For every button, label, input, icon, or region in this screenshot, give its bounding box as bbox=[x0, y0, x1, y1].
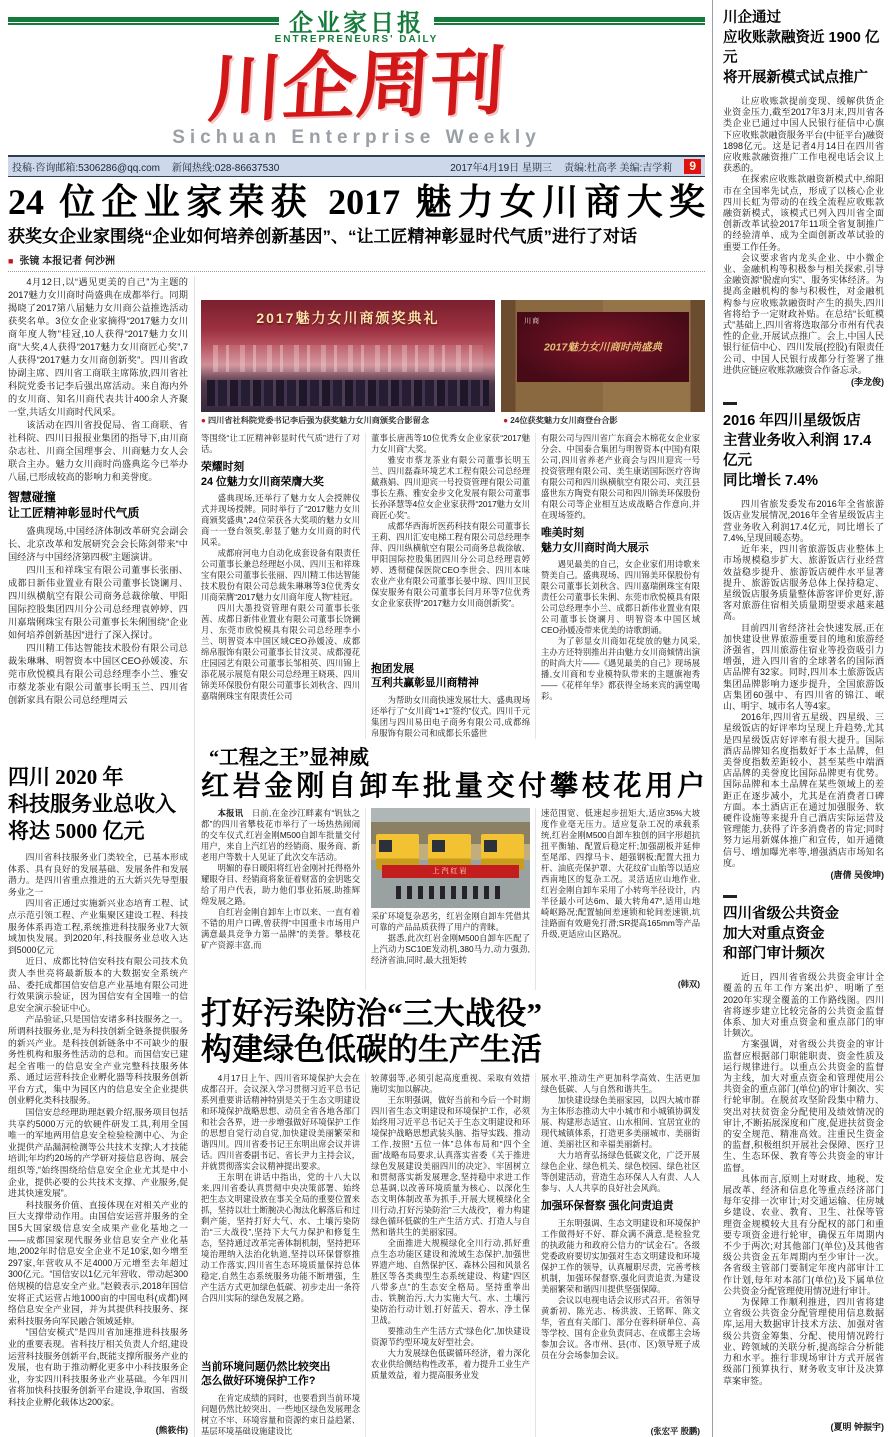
sidebar-article-audit bbox=[723, 901, 884, 1433]
weekly-logo: 川企周刊 bbox=[205, 42, 508, 132]
paragraph: 国信安总经理助理赵毅介绍,服务项目包括共享约5000万元的软硬件研发工具,利用全国唯一的军地两用信息安全检验检测中心、为企业提供产品漏洞检测等公共技术支撑;人才技能培训;年均约20场的产学研对接信息咨询、展会组织等,“始终围绕给信息安全企业尤其是中小企业，提供必要的公共技术支撑、产业服务,促进其快速发展”。 bbox=[8, 1107, 188, 1199]
news-hotline: 新闻热线:028-86637530 bbox=[171, 163, 280, 174]
paragraph: 近年来，四川省旅游饭店业整体上市场规模稳步扩大、旅游饭店行业经营效益稳步提升、旅游饭店硬件水平显著提升、旅游饭店服务总体上保持稳定、星级饭店服务质量整体游客评价更好,游客对旅游住宿相关质量期望要求越来越高。 bbox=[723, 544, 884, 622]
paragraph: 加快建设绿色美丽家园，以四大城市群为主体形态推动大中小城市和小城镇协调发展、构建形态适宜、山水相间、宜居宜业的现代城镇体系，打造更多美丽城市、美丽街道、美丽社区和幸福美丽新村。 bbox=[541, 1095, 700, 1149]
tech-services-body bbox=[8, 852, 188, 1437]
byline-text: 张镜 本报记者 何沙洲 bbox=[19, 256, 115, 267]
paragraph: 为保障工作顺利推进，四川省将建立省级公共资金分配管理使用信息数据库,运用大数据审计技术方法、加强对省级公共资金筹集、分配、使用情况跨行业、跨领域的关联分析,提高综合分析能力和水平。推行非现场审计方式开展省级部门预算执行、财务收支审计及决算草案审签。 bbox=[723, 1297, 884, 1386]
page-number-badge: 9 bbox=[684, 159, 701, 174]
paper-name-english: ENTREPRENEURS' DAILY bbox=[274, 34, 439, 45]
paragraph: 董事长唐茜等10位优秀女企业家获“2017魅力女川商”大奖。 bbox=[371, 433, 530, 454]
paragraph: 会议要求省内龙头企业、中小微企业、金融机构等积极参与相关探索,引导金融资源“脱虚向实”、服务实体经济。为提高金融机构的参与积极性，对金融机构参与应收账款融资时产生的损失,四川省将给予一定财政补贴。在总结“长虹模式”基础上,四川省将选取部分市州有代表性的企业,开展试点推广。会上,中国人民银行征信中心、四川发展(控股)有限责任公司、中国人民银行成都分行签署了推进供应链应收账款融资合作备忘录。 bbox=[723, 252, 884, 375]
column-text bbox=[541, 1218, 700, 1425]
paragraph: 四川大墨投资管理有限公司董事长张茜、成都日新伟业置业有限公司董事长饶谰月、东莞市欣悦模具有限公司总经理李小兰、明智资本中国区域CEO孙媛凌、成都绵帛服饰有限公司董事长甘汶灵、成都漫花庄园园艺有限公司董事长邹相英、四川锦上添花展示展览有限公司总经理王晓瑛、四川锦美环保股份有限公司董事长刘秋含、四川嘉瑞俐珠宝有限责任公司 bbox=[201, 603, 360, 702]
hongyan-columns bbox=[201, 808, 705, 990]
subhead-line: 当前环境问题仍然比较突出 bbox=[201, 1360, 331, 1373]
paragraph: 近日、成都比特信安科技有限公司技术负责人李世亮将最新版本的大数据安全系统产品、委托成都国信安信息产业基地有限公司进行效果演示验证，因为国信安有全国唯一的信息安全演示验证中心。 bbox=[8, 956, 188, 1013]
photo-caption: ● 24位获奖魅力女川商登台合影 bbox=[503, 415, 705, 428]
sidebar-column bbox=[712, 0, 892, 1437]
hongyan-col3 bbox=[535, 808, 705, 990]
environment-headline bbox=[201, 996, 705, 1068]
paragraph: 四川省旅发委发布2016年全省旅游饭店业发展情况,2016年全省星级饭店主营业务收入利润17.4亿元，同比增长了7.4%,呈现回暖态势。 bbox=[723, 499, 884, 543]
lead-article-col1 bbox=[8, 276, 188, 754]
sidebar-article-hotels bbox=[723, 408, 884, 881]
sidebar-headline bbox=[723, 8, 884, 88]
paragraph: 明媚的春日暖阳将红岩金刚衬托得格外耀眼夺目、经销商将象征着财富的金钥匙交给了用户代表，助力他们事业拓展,助推辉煌发展之路。 bbox=[201, 863, 360, 906]
environment-columns bbox=[201, 1073, 705, 1437]
headline-line: 主营业务收入利润 17.4 亿元 bbox=[723, 433, 872, 470]
sidebar-article-financing bbox=[723, 5, 884, 388]
author-signature: (韩双) bbox=[677, 979, 700, 989]
paragraph: 产品验证,只是国信安诸多科技服务之一。所谓科技服务业,是为科技创新全链条提供服务的新兴产业。是科技创新链条中不可缺少的服务性机构和服务性活动的总和。而国信安已建起全省唯一的信息安全产业完整科技服务体系、通过运营科技企业孵化器等科技服务创新平台方式，集中为园区内的信息安全企业提供创业孵化类科技服务。 bbox=[8, 1014, 188, 1106]
city-skyline-backdrop bbox=[213, 345, 483, 372]
gala-screen-photo bbox=[501, 300, 705, 412]
masthead-rule-right bbox=[434, 17, 705, 23]
sidebar-headline bbox=[723, 904, 884, 964]
column-text bbox=[541, 433, 700, 521]
environment-article bbox=[201, 996, 705, 1437]
paragraph: 王东明强调，做好当前和今后一个时期四川省生态文明建设和环境保护工作，必须始终用习近平总书记关于生态文明建设和环境保护战略思想武装头脑、指导实践、推动工作,按照“五位一体”总体布局和“四个全面”战略布局要求,认真落实省委《关于推进绿色发展建设美丽四川的决定》、牢固树立和贯彻落实新发展理念,坚持稳中求进工作总基调,以改善环境质量为核心、以深化生态文明体制改革为抓手,开展大规模绿化全川行动,打好污染防治“三大战役”，着力构建绿色循环低碳的生产生活方式、打造人与自然和谐共生的美丽家园。 bbox=[371, 1095, 530, 1237]
stage-banner-text: 2017魅力女川商颁奖典礼 bbox=[256, 309, 440, 326]
headline-line: 和部门审计频次 bbox=[723, 946, 825, 963]
column-text bbox=[371, 433, 530, 657]
paragraph bbox=[201, 808, 360, 863]
section-subhead: 加强环保督察 强化问责追责 bbox=[541, 1200, 674, 1212]
paragraph: 成都华西海圻医药科技有限公司董事长王莉、四川汇安电梯工程有限公司总经理李萍、四川纵横航空有限公司商务总裁徐敏、甲阳国际控股集团四川分公司总经理袁婷婷、透彻健保医院CEO李世会、四川本味农业产业有限公司董事长晏中琼、四川卫民保安服务有限公司董事长闫月环等7位优秀女企业家获得“2017魅力女川商创新奖”。 bbox=[371, 521, 530, 608]
issue-date: 2017年4月19日 星期三 bbox=[450, 163, 552, 174]
author-signature: (李龙俊) bbox=[851, 377, 884, 388]
lead-headline: 24 位企业家荣获 2017 魅力女川商大奖 bbox=[8, 182, 705, 222]
paragraph: 具体而言,原则上对财政、地税、发展改革、经济和信息化等重点经济部门每年安排一次审计;对交通运输、住房城乡建设、农业、教育、卫生、社保等管理资金规模较大且有分配权的部门和重要专项资金进行轮审，确保五年周期内不少于两次;对其他部门(单位)及其他省级公共资金五年周期内至少审计一次。各省级主管部门要制定年度内部审计工作计划,每年对本部门(单位)及下属单位公共资金分配管理使用情况进行审计。 bbox=[723, 1173, 884, 1296]
hongyan-headline: 红岩金刚自卸车批量交付攀枝花用户 bbox=[201, 771, 705, 802]
paragraph: 该活动在四川省投促局、省工商联、省社科院、四川日报报业集团的指导下,由川商杂志社、川商全国理事会、川商魅力女人会联合主办。魅力女川商时尚盛典迄今已举办八届,已形成较高的影响力和美誉度。 bbox=[8, 420, 188, 482]
paragraph-text: 日前,在金沙江畔素有“钒钛之都”的四川省攀枝花市举行了一场热热闹闹的交车仪式,红岩金刚M500自卸车批量交付用户，来自上汽红岩的经销商、服务商、新老用户等数十人见证了此次交车活动。 bbox=[201, 808, 360, 862]
section-divider bbox=[723, 895, 737, 898]
paragraph: 科技服务价值、直接体现在对相关产业的巨大支撑带动作用。由国信安运营并服务的全国5大国家级信息安全成果产业化基地之一——成都国家现代服务业信息安全产业化基地,2002年时信息安全企业不足10家,如今增至297家,年营收从不足4000万元增至去年超过300亿元。“国信安以1亿元年营收、带动起300倍规模的信息安全产业。”赵毅表示,2018年国信安将正式运营占地1000亩的中国电科(成都)网络信息安全产业园，并为其提供科技服务、探索科技服务向军民融合领域延伸。 bbox=[8, 1199, 188, 1326]
subhead-line: 互利共赢彰显川商精神 bbox=[371, 677, 479, 690]
section-subhead bbox=[201, 1360, 360, 1389]
contact-email: 投稿·咨询邮箱:5306286@qq.com bbox=[12, 163, 160, 174]
weekly-logo-english: Sichuan Enterprise Weekly bbox=[172, 127, 541, 148]
headline-line: 将开展新模式试点推广 bbox=[723, 70, 868, 86]
tech-services-article bbox=[8, 762, 188, 1437]
paragraph: 为了彰显女川商如花绽放的魅力风采,主办方还特别推出并由魅力女川商倾情出演的时尚大片——《遇见最美的自己》现场展播,女川商和专业模特队带来的主题旗袍秀——《花样年华》都获得全场来宾的满堂喝彩。 bbox=[541, 636, 700, 702]
author-signature: (夏明 钟振宇) bbox=[830, 1421, 884, 1432]
hongyan-col1 bbox=[201, 808, 365, 990]
photo-captions bbox=[201, 415, 705, 428]
paragraph: 大力发展绿色低碳循环经济，着力深化农业供给侧结构性改革，着力提升工业生产质量效益，着力提高服务业发 bbox=[371, 1348, 530, 1380]
paragraph: 2016年,四川省五星级、四星级、三星级饭店的好评率均呈现上升趋势,尤其是四星级饭店好评率有很大提升。国际酒店品牌知名度指数好于本土品牌，但美誉度指数差距较小、甚至某些中端酒店品牌的美誉度比国际品牌更有优势。国际品牌和本土品牌在某些领域上的差距正在逐步减小，尤其是在消费者口碑方面。本土酒店正在通过加强服务、软硬件设施等来提升自己酒店实际运营及管理能力,获得了许多消费者的肯定;同时努力运用新媒体推广和宣传，如开通微信号、增加曝光率等,增强酒店市场知名度。 bbox=[723, 712, 884, 868]
people-at-ceremony bbox=[396, 886, 504, 899]
left-rail bbox=[8, 276, 188, 1437]
trucks-photo bbox=[371, 808, 530, 908]
lead-article-col2 bbox=[201, 433, 365, 739]
paragraph: 方案强调，对省级公共资金的审计监督应根据部门职能职责、资金性质及运行规律进行。以重点公共资金的监督为主线，加大对重点资金和管理使用公共资金的重点部门(单位)的审计频次、实行轮审制。在脱贫攻坚阶段集中精力、突出对扶贫资金分配使用及绩效情况的审计,不断拓展深度和广度,促进扶贫资金的安全规范、精准高效。注重民生资金的监督,积极组织开展社会保障、医疗卫生、生态环保、教育等公共资金的审计监督。 bbox=[723, 1039, 884, 1173]
paragraph: 四川省正通过实施新兴业态培育工程、试点示范引领工程、产业集聚区建设工程、科技服务体系再造工程,系统推进科技服务业7大领域加快发展。到2020年,科技服务业总收入达到5000亿元 bbox=[8, 898, 188, 955]
lead-photos bbox=[201, 300, 705, 412]
paragraph: 会议以电视电话会议形式召开。省领导黄新初、陈光志、杨洪波、王铭晖、陈文华，省直有关部门、部分在蓉科研单位、高等学校、国有企业负责同志、在成都主会场参加会议。各市州、县(市、区)领导班子成员在分会场参加会议。 bbox=[541, 1294, 700, 1360]
paragraph: 成都府河电力自动化成套设备有限责任公司董事长兼总经理赵小凤、四川玉和祥珠宝有限公司董事长张丽、四川精工伟达智能技术股份有限公司总裁朱琳琳等3位优秀女川商荣膺“2017魅力女川商年度人物”桂冠。 bbox=[201, 548, 360, 603]
section-subhead bbox=[201, 460, 360, 489]
main-body bbox=[8, 276, 705, 1437]
lead-article-columns bbox=[201, 433, 705, 739]
hongyan-trucks-article bbox=[201, 747, 705, 990]
masthead-title-row bbox=[8, 6, 705, 37]
paragraph: 王东明强调、生态文明建设和环境保护工作做得好不好、群众满不满意,是检验党的执政能力和政府公信力的“试金石”。各级党委政府要切实加强对生态文明建设和环境保护工作的领导，认真履职尽责，完善考核机制，加强环保督察,强化问责追责,为建设美丽繁荣和谐四川提供坚强保障。 bbox=[541, 1217, 700, 1294]
headline-line: 四川 2020 年 bbox=[8, 765, 124, 789]
awards-ceremony-photo bbox=[201, 300, 495, 412]
lead-deck: 获奖女企业家围绕“企业如何培养创新基因”、“让工匠精神彰显时代气质”进行了对话 bbox=[8, 227, 637, 246]
sidebar-headline bbox=[723, 411, 884, 491]
subhead-line: 魅力女川商时尚大展示 bbox=[541, 541, 649, 554]
photo-caption: ● 四川省社科院党委书记李后强为获奖魅力女川商颁奖合影留念 bbox=[201, 415, 491, 428]
headline-line: 将达 5000 亿元 bbox=[8, 819, 145, 843]
paragraph: 四川精工伟达智能技术股份有限公司总裁朱琳琳、明智资本中国区CEO孙媛凌、东莞市欣悦模具有限公司总经理李小兰、雅安市蔡龙茶业有限公司董事长明玉兰、四川省创新家具有限公司总经理周云 bbox=[8, 643, 188, 706]
paragraph: 4月12日,以“遇见更美的自己”为主题的2017魅力女川商时尚盛典在成都举行。同期揭晓了2017第八届魅力女川商公益推选活动获奖名单。3位女企业家摘得“2017魅力女川商年度人物”桂冠,10人获得“2017魅力女川商”大奖,4人获得“2017魅力女川商匠心奖”,7人获得“2017魅力女川商创新奖”。四川省政协副主席、四川省工商联主席陈放,四川省社科院党委书记李后强出席活动。来自海内外的女川商、知名川商代表共计400余人齐聚一堂,共话女川商时代风采。 bbox=[8, 277, 188, 417]
editor-credits: 责编:杜高孝 美编:吉学莉 bbox=[563, 163, 673, 174]
subhead-line: 抱团发展 bbox=[371, 662, 415, 675]
paragraph: 全面推进大规模绿化全川行动,抓好重点生态功能区建设和流域生态保护,加强世界遗产地、自然保护区、森林公园和风景名胜区等各类典型生态系统建设、构建“四区八带多点”的生态安全格局。坚持重拳出击、铁腕治污,大力实施大气、水、土壤污染防治行动计划,打好蓝天、碧水、净土保卫战。 bbox=[371, 1238, 530, 1325]
paragraph: 让应收账款提前变现、缓解供货企业资金压力,截至2017年3月末,四川省各类企业已通过中国人民银行征信中心旗下应收账款融资服务平台(中征平台)融资1898亿元。这是记者4月14日在四川省应收账款融资推广工作电视电话会议上获悉的。 bbox=[723, 96, 884, 174]
headline-line: 加大对重点资金 bbox=[723, 926, 825, 943]
headline-line: 同比增长 7.4% bbox=[723, 473, 819, 490]
paragraph: 盛典现场,中国经济体制改革研究会副会长、北京改革和发展研究会会长陈剑带来“中国经济与中国经济第四极”主题演讲。 bbox=[8, 526, 188, 563]
screen-title-text: 2017魅力女川商时尚盛典 bbox=[543, 341, 662, 354]
subhead-line: 让工匠精神彰显时代气质 bbox=[8, 506, 140, 521]
screen-logo: 川商 bbox=[524, 318, 541, 326]
masthead bbox=[8, 6, 705, 177]
headline-line: 2016 年四川星级饭店 bbox=[723, 413, 861, 430]
center-rail bbox=[194, 276, 705, 1437]
section-subhead bbox=[541, 526, 700, 555]
column-text bbox=[201, 1073, 360, 1355]
dateline-label: 本报讯 bbox=[217, 808, 244, 818]
author-signature: (唐倩 吴俊坤) bbox=[830, 869, 884, 880]
tech-services-text bbox=[8, 852, 188, 1424]
byline bbox=[8, 250, 705, 272]
column-text bbox=[723, 972, 884, 1421]
paragraph: 在肯定成绩的同时，也要看到当前环境问题仍然比较突出、一些地区绿色发展理念树立不牢、环境容量和资源约束日益趋紧、基层环境基础设施建设比 bbox=[201, 1393, 360, 1436]
paragraph: 遇见最美的自己，女企业家们用诗歌来赞美自己。盛典现场、四川锦美环保股份有限公司董事长刘秋含、四川嘉瑞俐珠宝有限责任公司董事长朱俐、东莞市欣悦模具有限公司总经理李小兰、成都日新伟业置业有限公司董事长饶谰月、明智资本中国区域CEO孙媛凌带来优美的诗歌朗诵。 bbox=[541, 559, 700, 636]
paragraph: 自红岩金刚自卸车上市以来、一直有着不错的用户口碑,曾获得“中国重卡市场用户满意最具竞争力第一品牌”的美誉。攀枝花矿产资源丰富,而 bbox=[201, 907, 360, 950]
paragraph: 有限公司与四川省广东商会木棉花女企业家分会、中国泰合集团与明智资本(中国)有限公司,四川省养老产业商会与四川迎宾一号投资管理有限公司、美生康诺国际医疗咨询有限公司和四川纵横航空有限公司、夹江县盛世东方陶瓷有限公司和四川锦美环保股份有限公司等企业相互达成战略合作意向,并在现场签约。 bbox=[541, 433, 700, 520]
subhead-line: 唯美时刻 bbox=[541, 527, 585, 539]
hongyan-col2 bbox=[365, 808, 535, 990]
awardees-on-stage bbox=[207, 380, 489, 407]
subhead-line: 怎么做好环境保护工作? bbox=[201, 1375, 316, 1388]
column-text bbox=[541, 808, 700, 978]
environment-col2 bbox=[365, 1073, 535, 1437]
paragraph: 要推动生产生活方式“绿色化”,加快建设资源节约型环境友好型社会。 bbox=[371, 1326, 530, 1347]
subhead-line: 智慧碰撞 bbox=[8, 490, 56, 504]
lead-article-col4 bbox=[535, 433, 705, 739]
section-subhead bbox=[8, 489, 188, 521]
paragraph: “国信安模式”是四川省加速推进科技服务业的重要表现。省科技厅相关负责人介绍,建设运营科技服务创新平台,既能支撑所服务产业的发展，也有助于推动孵化更多中小科技服务企业，夯实四川科技服务业产业基础。今年四川省将加快科技服务创新平台建设,争取国、省级科技企业孵化载体达200家。 bbox=[8, 1327, 188, 1407]
section-divider bbox=[723, 402, 737, 405]
delivery-banner-text: 上汽红岩 bbox=[382, 865, 519, 878]
paragraph: 为帮助女川商快速发展壮大、盛典现场还举行了“女川商“1+1”签约”仪式。四川千元集团与四川易田电子商务有限公司,成都绵帛服饰有限公司和成都长乐盛世 bbox=[371, 695, 530, 738]
paragraph: 据悉,此次红岩金刚M500自卸车匹配了上汽动力SC10E发动机,380马力,动力强劲,经济省油,同时,最大扭矩转 bbox=[371, 933, 530, 965]
byline-bullet-icon bbox=[8, 256, 19, 267]
headline-line: 四川省级公共资金 bbox=[723, 906, 839, 923]
info-bar bbox=[8, 155, 705, 177]
column-text bbox=[541, 1073, 700, 1194]
headline-line: 应收账款融资近 1900 亿元 bbox=[723, 30, 880, 66]
paragraph: 四川玉和祥珠宝有限公司董事长张丽、成都日新伟业置业有限公司董事长饶谰月、四川纵横航空有限公司商务总裁徐敏、甲阳国际控股集团四川分公司总经理袁婷婷、四川嘉瑞俐珠宝有限公司董事长朱俐围绕“企业如何培养创新基因”进行了深入探讨。 bbox=[8, 565, 188, 641]
masthead-rule-left bbox=[8, 17, 279, 23]
paragraph: 王东明在讲话中指出，党的十八大以来,四川省委认真贯彻中央决策部署、始终把生态文明建设放在事关全局的重要位置来抓，坚持以壮士断腕决心淘汰化解落后和过剩产能，坚持打好大气、水、土壤污染防治“三大战役”,坚持下大气力保护和修复生态，坚持通过改革完善体制机制，坚持把环境治理纳入法治化轨道,坚持以环保督察推动工作落实,四川省生态环境质量保持总体稳定,自然生态系统服务功能不断增强，生产生活方式更加绿色低碳、初步走出一条符合四川实际的绿色发展之路。 bbox=[201, 1172, 360, 1303]
subhead-line: 24 位魅力女川商荣膺大奖 bbox=[201, 475, 324, 488]
paragraph: 盛典现场,还举行了魅力女人会授牌仪式并现场授牌。同时举行了“2017魅力女川商颁奖盛典”,24位荣获各大奖项的魅力女川商一一登台领奖,彰显了魅力女川商的时代风采。 bbox=[201, 493, 360, 548]
paper-name: 企业家日报 bbox=[289, 10, 424, 37]
column-text bbox=[541, 559, 700, 739]
tech-services-headline bbox=[8, 764, 188, 845]
lead-article-col3 bbox=[365, 433, 535, 739]
headline-line: 构建绿色低碳的生产生活 bbox=[201, 1032, 542, 1067]
paragraph: 目前四川省经济社会快速发展,正在加快建设世界旅游重要目的地和旅游经济强省，四川旅游住宿业等投资吸引力增强，进入四川省的全球著名的国际酒店品牌有32家。同时,四川本土旅游饭店集团品牌影响力逐步提升，全国旅游饭店集团60强中、有四川省的锦江、岷山、明宇、城市名人等4家。 bbox=[723, 622, 884, 711]
environment-col3 bbox=[535, 1073, 705, 1437]
hongyan-kicker: “工程之王”显神威 bbox=[209, 747, 369, 769]
paragraph: 大力培育弘扬绿色低碳文化，广泛开展绿色企业、绿色机关、绿色校园、绿色社区等创建活动，营造生态环保人人有责、人人参与、人人共享的良好社会风尚。 bbox=[541, 1150, 700, 1193]
subhead-line: 荣耀时刻 bbox=[201, 461, 245, 473]
headline-line: 打好污染防治“三大战役” bbox=[201, 996, 542, 1031]
headline-line: 科技服务业总收入 bbox=[8, 792, 176, 816]
paragraph: 在探索应收账款融资新模式中,绵阳市在全国率先试点，形成了以核心企业四川长虹为带动的在线全流程应收账款融资新模式，该模式已列入四川省全面创新改革试验2017年11项全省复制推广的经验清单、成为全面创新改革试验的重要工作任务。 bbox=[723, 174, 884, 252]
paragraph: 4月17日上午、四川省环境保护大会在成都召开。会议深入学习贯彻习近平总书记系列重要讲话精神特别是关于生态文明建设和环境保护战略思想、动员全省各地各部门和社会各界，进一步增强做好环境保护工作的思想自觉行动自觉,加快建设美丽繁荣和谐四川。四川省委书记王东明出席会议并讲话。四川省委副书记、省长尹力主持会议，并就贯彻落实会议精神提出要求。 bbox=[201, 1073, 360, 1171]
paragraph: 速范围宽、低速起步扭矩大,适应35%大坡度作业毫无压力。适应复杂工况的承载系统,红岩金刚M500自卸车独创的回字形超抗扭平衡轴、配置后稳定杆;加强副板并延伸至尾部、四撑马卡、超强钢板;配置大扭力杆、油底壳保护罩、大花纹矿山胎等以适应西南地区的复杂工况。灵活适应山地作业,红岩金刚自卸车采用了小转弯半径设计，内半径最小可达6m、最大转角47°,适用山地崎岖路况;配置轴间差速锁和轮间差速锁,坑洼路面有效避免打滑;SR提高165mm等产品升级,更适应山区路况。 bbox=[541, 808, 700, 939]
paragraph: 雅安市蔡龙茶业有限公司董事长明玉兰、四川磊森环境艺术工程有限公司总经理戴燕娟、四川迎宾一号投资管理有限公司董事长左燕、雅安金步文化发展有限公司董事长孙泽慧等4位女企业家获得“2017魅力女川商匠心奖”。 bbox=[371, 455, 530, 520]
section-subhead bbox=[371, 662, 530, 691]
paragraph: 等围绕“让工匠精神彰显时代气质”进行了对话。 bbox=[201, 433, 360, 454]
paragraph: 较薄弱等,必须引起高度重视、采取有效措施切实加以解决。 bbox=[371, 1073, 530, 1094]
paragraph: 四川省科技服务业门类较全，已基本形成体系、具有良好的发展基础、发展条件和发展潜力。是四川省重点推进的五大新兴先导型服务业之一 bbox=[8, 852, 188, 897]
environment-col1 bbox=[201, 1073, 365, 1437]
led-screen bbox=[517, 312, 689, 381]
paragraph: 展水平,推动生产更加科学高效、生活更加绿色低碳、人与自然和谐共生。 bbox=[541, 1073, 700, 1094]
headline-line: 川企通过 bbox=[723, 10, 781, 26]
paragraph: 近日，四川省省级公共资金审计全覆盖的五年工作方案出炉、明晰了至2020年实现全覆盖的工作路线图。四川省将逐步建立比较完备的公共资金监督体系、加大对重点资金和重点部门的审计频次。 bbox=[723, 972, 884, 1039]
author-signature: (张宏平 殷鹏) bbox=[650, 1426, 700, 1436]
author-signature: (熊筱伟) bbox=[155, 1425, 188, 1436]
paragraph: 采矿环境复杂恶劣，红岩金刚自卸车凭借其可靠的产品品质获得了用户的青睐。 bbox=[371, 911, 530, 932]
